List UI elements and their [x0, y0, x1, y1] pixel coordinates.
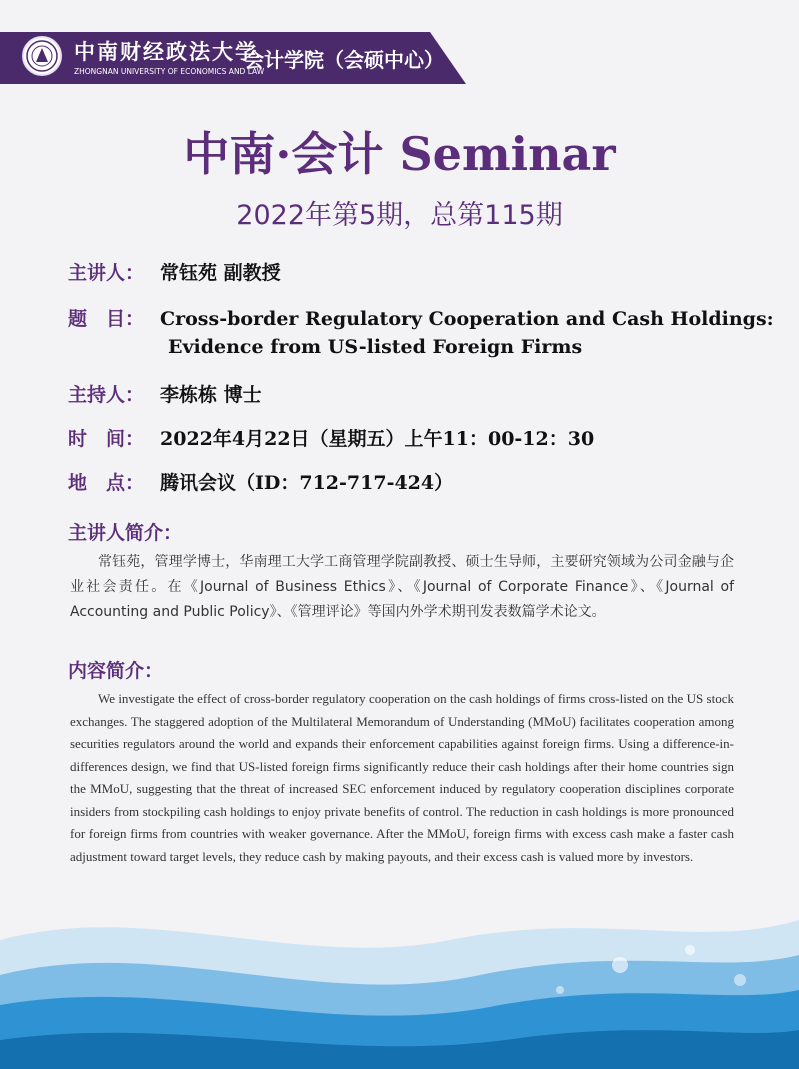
- host-row: [68, 380, 262, 407]
- content-intro-text: We investigate the effect of cross-border regulatory cooperation on the cash holdings of firms cross-listed on the US stock exchanges. The staggered adoption of the Multilateral Memorandum of Understanding (MMoU) facilitates cooperation among securities regulators around the world and expands their enforcement capabilities against foreign firms. Using a difference-in-differences design, we find that US-listed foreign firms significantly reduce their cash holdings after their home countries sign the MMoU, suggesting that the threat of increased SEC enforcement induced by regulatory cooperation disciplines corporate insiders from stockpiling cash holdings to enjoy private benefits of control. The reduction in cash holdings is more pronounced for foreign firms from countries with weaker governance. After the MMoU, foreign firms with excess cash make a faster cash adjustment toward target levels, they reduce cash by making payouts, and their excess cash is valued more by investors.: [70, 691, 734, 864]
- content-intro-heading: 内容简介：: [68, 660, 164, 682]
- school-name: 会计学院（会硕中心）: [244, 48, 444, 72]
- topic-line2: Evidence from US-listed Foreign Firms: [168, 336, 583, 358]
- speaker-label: 主讲人：: [68, 262, 145, 284]
- host-value: 李栋栋 博士: [160, 384, 262, 406]
- time-row: [68, 424, 594, 451]
- topic-row: [68, 304, 774, 331]
- speaker-row: [68, 258, 281, 285]
- university-name: 中南财经政法大学: [74, 39, 258, 64]
- wave-decoration: [0, 880, 799, 1069]
- venue-row: [68, 468, 453, 495]
- venue-label: 地 点：: [68, 472, 145, 494]
- host-label: 主持人：: [68, 384, 145, 406]
- time-value: 2022年4月22日（星期五）上午11：00-12：30: [160, 428, 595, 450]
- topic-label: 题 目：: [68, 308, 145, 330]
- page-title: 中南·会计 Seminar: [183, 127, 616, 181]
- time-label: 时 间：: [68, 428, 145, 450]
- university-name-en: ZHONGNAN UNIVERSITY OF ECONOMICS AND LAW: [74, 67, 265, 76]
- venue-value: 腾讯会议（ID：712-717-424）: [160, 472, 454, 494]
- issue-subtitle: 2022年第5期，总第115期: [236, 200, 563, 231]
- topic-line1: Cross-border Regulatory Cooperation and Cash Holdings:: [160, 308, 774, 330]
- university-logo-icon: [22, 36, 62, 76]
- speaker-intro-text: 常钰苑，管理学博士，华南理工大学工商管理学院副教授、硕士生导师，主要研究领域为公司金融与企业社会责任。在《Journal of Business Ethics》、《Journal of Corporate Finance》、《Journal of Accounting and Public Policy》、《管理评论》等国内外学术期刊发表数篇学术论文。: [70, 554, 734, 620]
- speaker-intro-heading: 主讲人简介：: [68, 522, 183, 544]
- speaker-value: 常钰苑 副教授: [160, 262, 281, 284]
